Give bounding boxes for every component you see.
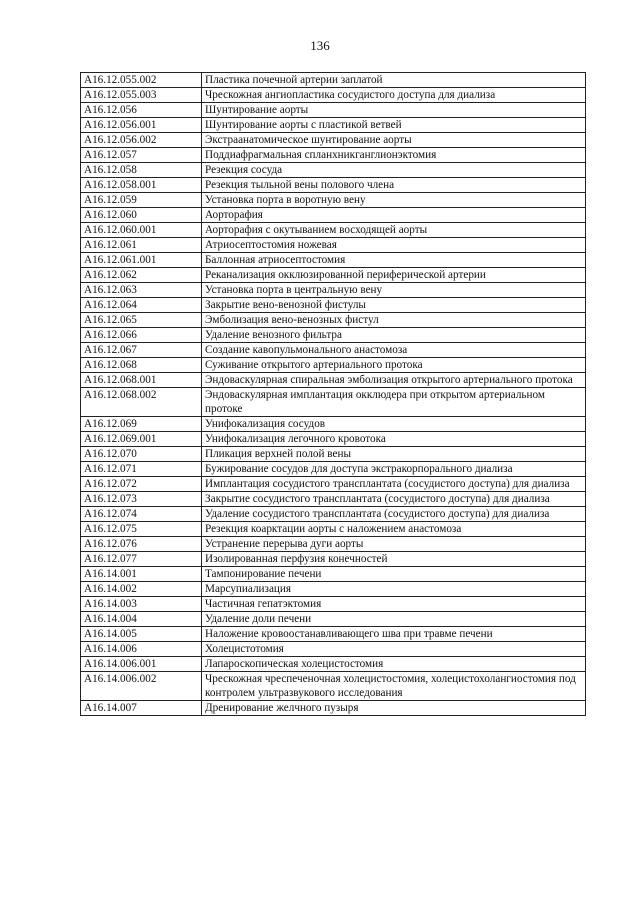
table-row	[81, 612, 586, 627]
procedure-code-cell: A16.12.057	[81, 148, 202, 163]
procedure-code-cell: A16.14.002	[81, 582, 202, 597]
procedure-code-cell: A16.12.065	[81, 313, 202, 328]
procedure-name-cell: Реканализация окклюзированной периферической артерии	[202, 268, 586, 283]
procedure-codes-table	[80, 72, 586, 716]
table-row	[81, 657, 586, 672]
procedure-name-cell: Лапароскопическая холецистостомия	[202, 657, 586, 672]
procedure-name-cell: Марсупиализация	[202, 582, 586, 597]
page-number: 136	[310, 38, 330, 53]
procedure-name-cell: Резекция тыльной вены полового члена	[202, 178, 586, 193]
procedure-name-cell: Установка порта в воротную вену	[202, 193, 586, 208]
table-row	[81, 507, 586, 522]
table-row	[81, 417, 586, 432]
table-row	[81, 537, 586, 552]
procedure-code-cell: A16.12.075	[81, 522, 202, 537]
procedure-code-cell: A16.12.060.001	[81, 223, 202, 238]
table-row	[81, 642, 586, 657]
table-body	[81, 73, 586, 716]
procedure-name-cell: Аорторафия с окутыванием восходящей аорты	[202, 223, 586, 238]
procedure-code-cell: A16.12.073	[81, 492, 202, 507]
procedure-name-cell: Частичная гепатэктомия	[202, 597, 586, 612]
procedure-code-cell: A16.12.076	[81, 537, 202, 552]
procedure-name-cell: Унифокализация сосудов	[202, 417, 586, 432]
procedure-code-cell: A16.12.058.001	[81, 178, 202, 193]
table-row	[81, 283, 586, 298]
table-row	[81, 373, 586, 388]
table-row	[81, 477, 586, 492]
procedure-code-cell: A16.12.068.001	[81, 373, 202, 388]
procedure-code-cell: A16.12.059	[81, 193, 202, 208]
procedure-code-cell: A16.12.058	[81, 163, 202, 178]
table-row	[81, 73, 586, 88]
procedure-name-cell: Чрескожная чреспеченочная холецистостомия, холецистохолангиостомия под контролем ультразвукового исследования	[202, 672, 586, 701]
procedure-name-cell: Резекция сосуда	[202, 163, 586, 178]
procedure-name-cell: Чрескожная ангиопластика сосудистого доступа для диализа	[202, 88, 586, 103]
table-row	[81, 313, 586, 328]
table-row	[81, 582, 586, 597]
table-row	[81, 88, 586, 103]
procedure-name-cell: Унифокализация легочного кровотока	[202, 432, 586, 447]
table-row	[81, 118, 586, 133]
table-row	[81, 298, 586, 313]
table-row	[81, 148, 586, 163]
procedure-code-cell: A16.12.064	[81, 298, 202, 313]
procedure-code-cell: A16.12.068.002	[81, 388, 202, 417]
table-row	[81, 627, 586, 642]
procedure-name-cell: Удаление доли печени	[202, 612, 586, 627]
procedure-code-cell: A16.12.056	[81, 103, 202, 118]
table-row	[81, 462, 586, 477]
procedure-name-cell: Создание кавопульмонального анастомоза	[202, 343, 586, 358]
table-row	[81, 268, 586, 283]
table-row	[81, 343, 586, 358]
table-row	[81, 103, 586, 118]
procedure-name-cell: Пликация верхней полой вены	[202, 447, 586, 462]
procedure-name-cell: Наложение кровоостанавливающего шва при травме печени	[202, 627, 586, 642]
procedure-code-cell: A16.14.006	[81, 642, 202, 657]
procedure-code-cell: A16.12.070	[81, 447, 202, 462]
procedure-name-cell: Холецистотомия	[202, 642, 586, 657]
procedure-name-cell: Закрытие сосудистого трансплантата (сосудистого доступа) для диализа	[202, 492, 586, 507]
procedure-name-cell: Пластика почечной артерии заплатой	[202, 73, 586, 88]
procedure-code-cell: A16.12.055.002	[81, 73, 202, 88]
procedure-code-cell: A16.12.069.001	[81, 432, 202, 447]
procedure-code-cell: A16.12.061	[81, 238, 202, 253]
procedure-code-cell: A16.14.003	[81, 597, 202, 612]
procedure-code-cell: A16.12.055.003	[81, 88, 202, 103]
procedure-name-cell: Тампонирование печени	[202, 567, 586, 582]
procedure-code-cell: A16.14.005	[81, 627, 202, 642]
procedure-code-cell: A16.12.056.002	[81, 133, 202, 148]
procedure-code-cell: A16.12.072	[81, 477, 202, 492]
table-row	[81, 672, 586, 701]
procedure-name-cell: Дренирование желчного пузыря	[202, 701, 586, 716]
table-row	[81, 567, 586, 582]
procedure-name-cell: Эндоваскулярная спиральная эмболизация открытого артериального протока	[202, 373, 586, 388]
table-row	[81, 133, 586, 148]
table-row	[81, 253, 586, 268]
procedure-name-cell: Установка порта в центральную вену	[202, 283, 586, 298]
table-row	[81, 522, 586, 537]
procedure-code-cell: A16.12.063	[81, 283, 202, 298]
table-row	[81, 492, 586, 507]
procedure-code-cell: A16.14.006.002	[81, 672, 202, 701]
procedure-name-cell: Шунтирование аорты с пластикой ветвей	[202, 118, 586, 133]
procedure-code-cell: A16.12.056.001	[81, 118, 202, 133]
procedure-name-cell: Устранение перерыва дуги аорты	[202, 537, 586, 552]
procedure-code-cell: A16.12.069	[81, 417, 202, 432]
table-row	[81, 552, 586, 567]
procedure-code-cell: A16.12.071	[81, 462, 202, 477]
procedure-code-cell: A16.12.074	[81, 507, 202, 522]
procedure-name-cell: Имплантация сосудистого трансплантата (сосудистого доступа) для диализа	[202, 477, 586, 492]
procedure-name-cell: Эндоваскулярная имплантация окклюдера при открытом артериальном протоке	[202, 388, 586, 417]
table-row	[81, 328, 586, 343]
procedure-code-cell: A16.12.067	[81, 343, 202, 358]
procedure-code-cell: A16.12.060	[81, 208, 202, 223]
procedure-code-cell: A16.12.061.001	[81, 253, 202, 268]
procedure-code-cell: A16.14.007	[81, 701, 202, 716]
procedure-code-cell: A16.12.068	[81, 358, 202, 373]
procedure-name-cell: Суживание открытого артериального протока	[202, 358, 586, 373]
table-row	[81, 447, 586, 462]
table-row	[81, 178, 586, 193]
procedure-code-cell: A16.12.062	[81, 268, 202, 283]
table-row	[81, 193, 586, 208]
table-row	[81, 358, 586, 373]
procedure-name-cell: Шунтирование аорты	[202, 103, 586, 118]
procedure-code-cell: A16.14.004	[81, 612, 202, 627]
table-row	[81, 163, 586, 178]
procedure-name-cell: Эмболизация вено-венозных фистул	[202, 313, 586, 328]
procedure-name-cell: Поддиафрагмальная спланхникганглионэктомия	[202, 148, 586, 163]
procedure-name-cell: Резекция коарктации аорты с наложением анастомоза	[202, 522, 586, 537]
procedure-name-cell: Экстраанатомическое шунтирование аорты	[202, 133, 586, 148]
procedure-name-cell: Аорторафия	[202, 208, 586, 223]
procedure-name-cell: Бужирование сосудов для доступа экстракорпорального диализа	[202, 462, 586, 477]
procedure-code-cell: A16.12.077	[81, 552, 202, 567]
procedure-name-cell: Баллонная атриосептостомия	[202, 253, 586, 268]
procedure-name-cell: Удаление венозного фильтра	[202, 328, 586, 343]
table-row	[81, 238, 586, 253]
procedure-name-cell: Изолированная перфузия конечностей	[202, 552, 586, 567]
procedure-code-cell: A16.12.066	[81, 328, 202, 343]
procedure-code-cell: A16.14.006.001	[81, 657, 202, 672]
table-row	[81, 432, 586, 447]
table-row	[81, 223, 586, 238]
procedure-name-cell: Атриосептостомия ножевая	[202, 238, 586, 253]
table-row	[81, 597, 586, 612]
procedure-name-cell: Удаление сосудистого трансплантата (сосудистого доступа) для диализа	[202, 507, 586, 522]
table-row	[81, 388, 586, 417]
table-row	[81, 208, 586, 223]
table-row	[81, 701, 586, 716]
procedure-name-cell: Закрытие вено-венозной фистулы	[202, 298, 586, 313]
procedure-code-cell: A16.14.001	[81, 567, 202, 582]
